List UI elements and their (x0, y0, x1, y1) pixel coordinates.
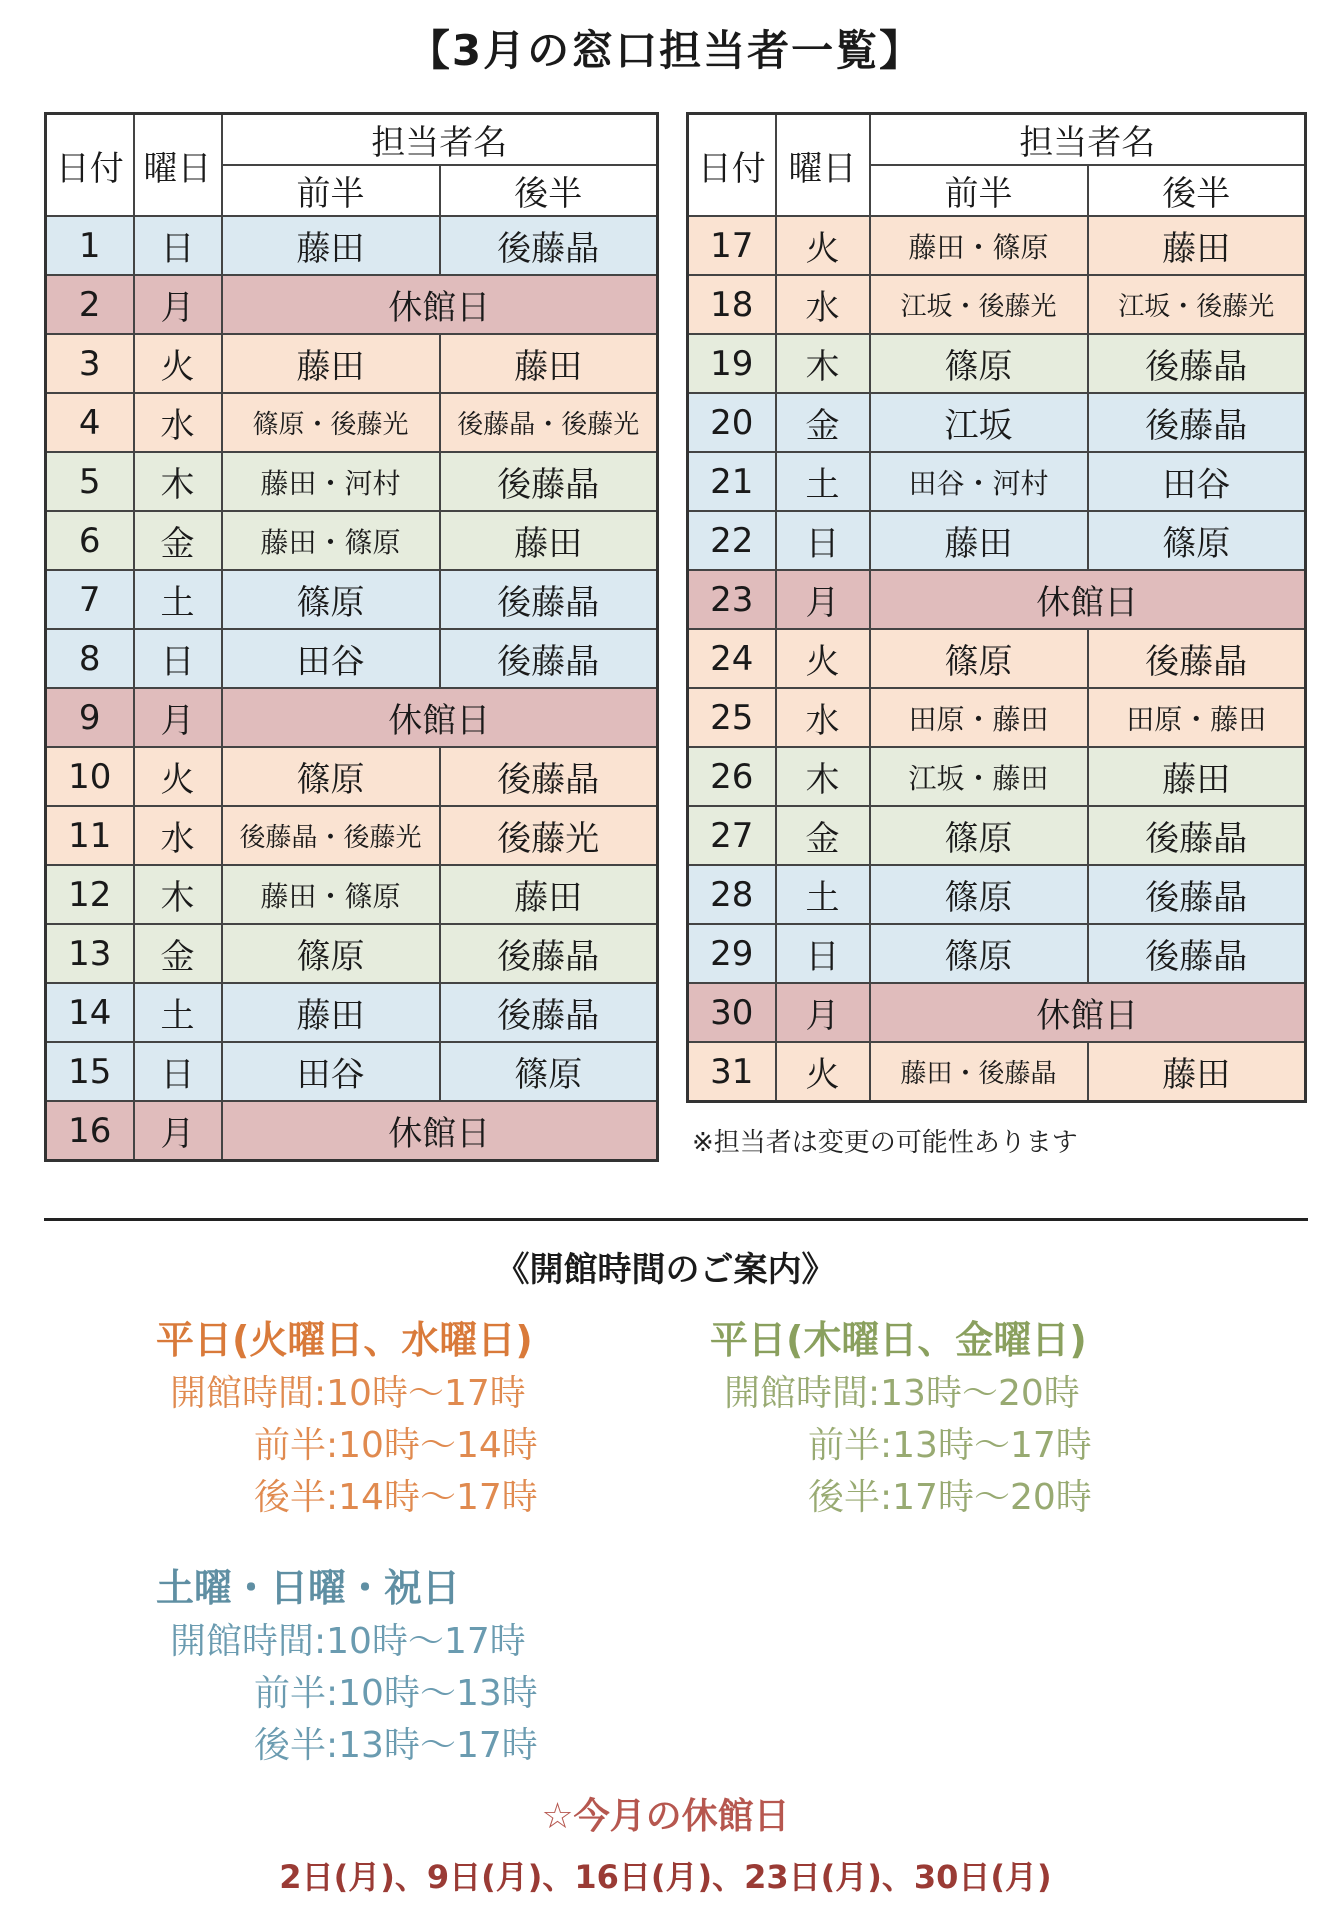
second-half-staff: 後藤晶 (440, 924, 658, 983)
weekday-cell: 水 (776, 275, 870, 334)
weekday-cell: 木 (776, 747, 870, 806)
header-weekday: 曜日 (776, 114, 870, 217)
date-cell: 26 (688, 747, 776, 806)
second-half-staff: 藤田 (440, 511, 658, 570)
first-half-staff: 後藤晶・後藤光 (222, 806, 440, 865)
weekday-cell: 日 (134, 1042, 222, 1101)
second-half-staff: 後藤晶・後藤光 (440, 393, 658, 452)
second-half-staff: 後藤晶 (440, 216, 658, 275)
table-row (688, 570, 1306, 629)
second-half-staff: 藤田 (440, 865, 658, 924)
closed-cell: 休館日 (870, 570, 1306, 629)
weekday-cell: 土 (134, 570, 222, 629)
second-half-staff: 後藤晶 (1088, 924, 1306, 983)
first-half-staff: 篠原 (870, 806, 1088, 865)
second-half-staff: 田谷 (1088, 452, 1306, 511)
table-row (688, 1042, 1306, 1102)
weekday-cell: 土 (134, 983, 222, 1042)
hours-open: 開館時間:10時～17時 (170, 1373, 526, 1414)
table-row (688, 334, 1306, 393)
table-row (688, 452, 1306, 511)
date-cell: 5 (46, 452, 134, 511)
hours-block-weekend (156, 1560, 538, 1772)
first-half-staff: 篠原・後藤光 (222, 393, 440, 452)
weekday-cell: 火 (134, 747, 222, 806)
first-half-staff: 藤田・後藤晶 (870, 1042, 1088, 1102)
hours-first-half: 前半:13時～17時 (808, 1425, 1092, 1466)
weekday-cell: 水 (134, 393, 222, 452)
first-half-staff: 篠原 (222, 924, 440, 983)
weekday-cell: 木 (134, 865, 222, 924)
weekday-cell: 木 (776, 334, 870, 393)
weekday-cell: 月 (134, 688, 222, 747)
header-first-half: 前半 (870, 165, 1088, 216)
date-cell: 7 (46, 570, 134, 629)
date-cell: 22 (688, 511, 776, 570)
second-half-staff: 藤田 (1088, 1042, 1306, 1102)
section-divider (44, 1218, 1308, 1221)
second-half-staff: 後藤晶 (1088, 806, 1306, 865)
table-row (46, 452, 658, 511)
date-cell: 28 (688, 865, 776, 924)
closed-cell: 休館日 (222, 275, 658, 334)
second-half-staff: 後藤晶 (440, 983, 658, 1042)
first-half-staff: 篠原 (870, 924, 1088, 983)
second-half-staff: 後藤晶 (1088, 865, 1306, 924)
hours-block-title: 土曜・日曜・祝日 (156, 1566, 461, 1610)
header-staff: 担当者名 (870, 114, 1306, 166)
first-half-staff: 藤田 (222, 334, 440, 393)
second-half-staff: 後藤晶 (1088, 334, 1306, 393)
closed-days-list: 2日(月)、9日(月)、16日(月)、23日(月)、30日(月) (279, 1858, 1052, 1896)
schedule-table-left (44, 112, 659, 1162)
weekday-cell: 月 (134, 275, 222, 334)
table-row (46, 1042, 658, 1101)
date-cell: 6 (46, 511, 134, 570)
second-half-staff: 後藤晶 (440, 629, 658, 688)
weekday-cell: 日 (134, 216, 222, 275)
weekday-cell: 日 (776, 511, 870, 570)
date-cell: 3 (46, 334, 134, 393)
staff-change-note: ※担当者は変更の可能性あります (692, 1128, 1078, 1158)
second-half-staff: 江坂・後藤光 (1088, 275, 1306, 334)
first-half-staff: 藤田・篠原 (222, 865, 440, 924)
table-row (688, 806, 1306, 865)
header-second-half: 後半 (1088, 165, 1306, 216)
date-cell: 15 (46, 1042, 134, 1101)
date-cell: 25 (688, 688, 776, 747)
date-cell: 23 (688, 570, 776, 629)
first-half-staff: 篠原 (222, 747, 440, 806)
hours-second-half: 後半:17時～20時 (808, 1477, 1092, 1518)
second-half-staff: 田原・藤田 (1088, 688, 1306, 747)
weekday-cell: 月 (776, 570, 870, 629)
date-cell: 18 (688, 275, 776, 334)
table-row (46, 806, 658, 865)
weekday-cell: 金 (776, 806, 870, 865)
first-half-staff: 江坂・藤田 (870, 747, 1088, 806)
table-row (688, 216, 1306, 275)
table-row (46, 747, 658, 806)
table-row (46, 688, 658, 747)
hours-block-title: 平日(木曜日、金曜日) (710, 1318, 1087, 1362)
second-half-staff: 篠原 (440, 1042, 658, 1101)
second-half-staff: 後藤光 (440, 806, 658, 865)
date-cell: 17 (688, 216, 776, 275)
hours-block-title: 平日(火曜日、水曜日) (156, 1318, 533, 1362)
weekday-cell: 火 (776, 216, 870, 275)
first-half-staff: 篠原 (870, 865, 1088, 924)
first-half-staff: 篠原 (870, 629, 1088, 688)
weekday-cell: 水 (776, 688, 870, 747)
second-half-staff: 藤田 (440, 334, 658, 393)
first-half-staff: 田谷 (222, 629, 440, 688)
table-row (46, 983, 658, 1042)
header-date: 日付 (46, 114, 134, 217)
table-row (688, 865, 1306, 924)
table-row (46, 865, 658, 924)
weekday-cell: 火 (776, 1042, 870, 1102)
weekday-cell: 月 (776, 983, 870, 1042)
date-cell: 24 (688, 629, 776, 688)
hours-open: 開館時間:10時～17時 (170, 1621, 526, 1662)
date-cell: 19 (688, 334, 776, 393)
first-half-staff: 田原・藤田 (870, 688, 1088, 747)
second-half-staff: 後藤晶 (440, 747, 658, 806)
second-half-staff: 藤田 (1088, 216, 1306, 275)
date-cell: 10 (46, 747, 134, 806)
date-cell: 31 (688, 1042, 776, 1102)
table-row (688, 393, 1306, 452)
date-cell: 9 (46, 688, 134, 747)
schedule-table-right (686, 112, 1307, 1103)
second-half-staff: 後藤晶 (1088, 393, 1306, 452)
first-half-staff: 篠原 (222, 570, 440, 629)
table-row (46, 216, 658, 275)
second-half-staff: 篠原 (1088, 511, 1306, 570)
hours-first-half: 前半:10時～14時 (254, 1425, 538, 1466)
date-cell: 4 (46, 393, 134, 452)
weekday-cell: 金 (776, 393, 870, 452)
date-cell: 20 (688, 393, 776, 452)
weekday-cell: 日 (776, 924, 870, 983)
first-half-staff: 江坂 (870, 393, 1088, 452)
date-cell: 1 (46, 216, 134, 275)
first-half-staff: 江坂・後藤光 (870, 275, 1088, 334)
table-row (688, 511, 1306, 570)
table-row (688, 629, 1306, 688)
weekday-cell: 火 (776, 629, 870, 688)
date-cell: 21 (688, 452, 776, 511)
second-half-staff: 藤田 (1088, 747, 1306, 806)
closed-cell: 休館日 (222, 688, 658, 747)
date-cell: 30 (688, 983, 776, 1042)
second-half-staff: 後藤晶 (1088, 629, 1306, 688)
hours-second-half: 後半:13時～17時 (254, 1725, 538, 1766)
closed-days-title: ☆今月の休館日 (541, 1796, 790, 1837)
table-row (46, 570, 658, 629)
date-cell: 11 (46, 806, 134, 865)
hours-block-thu-fri (710, 1312, 1092, 1524)
header-date: 日付 (688, 114, 776, 217)
date-cell: 2 (46, 275, 134, 334)
page-title: 【3月の窓口担当者一覧】 (407, 26, 924, 75)
date-cell: 12 (46, 865, 134, 924)
date-cell: 27 (688, 806, 776, 865)
weekday-cell: 金 (134, 924, 222, 983)
table-row (46, 924, 658, 983)
table-row (46, 511, 658, 570)
table-row (688, 688, 1306, 747)
closed-cell: 休館日 (222, 1101, 658, 1161)
table-row (46, 1101, 658, 1161)
table-row (688, 275, 1306, 334)
second-half-staff: 後藤晶 (440, 570, 658, 629)
second-half-staff: 後藤晶 (440, 452, 658, 511)
closed-cell: 休館日 (870, 983, 1306, 1042)
weekday-cell: 水 (134, 806, 222, 865)
date-cell: 29 (688, 924, 776, 983)
first-half-staff: 藤田 (222, 983, 440, 1042)
weekday-cell: 日 (134, 629, 222, 688)
header-weekday: 曜日 (134, 114, 222, 217)
first-half-staff: 藤田・河村 (222, 452, 440, 511)
date-cell: 16 (46, 1101, 134, 1161)
header-second-half: 後半 (440, 165, 658, 216)
hours-first-half: 前半:10時～13時 (254, 1673, 538, 1714)
weekday-cell: 月 (134, 1101, 222, 1161)
weekday-cell: 金 (134, 511, 222, 570)
date-cell: 8 (46, 629, 134, 688)
table-row (688, 924, 1306, 983)
first-half-staff: 田谷・河村 (870, 452, 1088, 511)
first-half-staff: 藤田 (222, 216, 440, 275)
hours-block-tue-wed (156, 1312, 538, 1524)
table-row (46, 275, 658, 334)
date-cell: 13 (46, 924, 134, 983)
table-row (688, 747, 1306, 806)
weekday-cell: 木 (134, 452, 222, 511)
table-row (688, 983, 1306, 1042)
weekday-cell: 土 (776, 865, 870, 924)
header-first-half: 前半 (222, 165, 440, 216)
hours-title: 《開館時間のご案内》 (495, 1250, 836, 1290)
header-staff: 担当者名 (222, 114, 658, 166)
weekday-cell: 土 (776, 452, 870, 511)
hours-second-half: 後半:14時～17時 (254, 1477, 538, 1518)
table-row (46, 393, 658, 452)
hours-open: 開館時間:13時～20時 (724, 1373, 1080, 1414)
first-half-staff: 篠原 (870, 334, 1088, 393)
first-half-staff: 田谷 (222, 1042, 440, 1101)
first-half-staff: 藤田 (870, 511, 1088, 570)
table-row (46, 334, 658, 393)
first-half-staff: 藤田・篠原 (222, 511, 440, 570)
first-half-staff: 藤田・篠原 (870, 216, 1088, 275)
table-row (46, 629, 658, 688)
date-cell: 14 (46, 983, 134, 1042)
weekday-cell: 火 (134, 334, 222, 393)
